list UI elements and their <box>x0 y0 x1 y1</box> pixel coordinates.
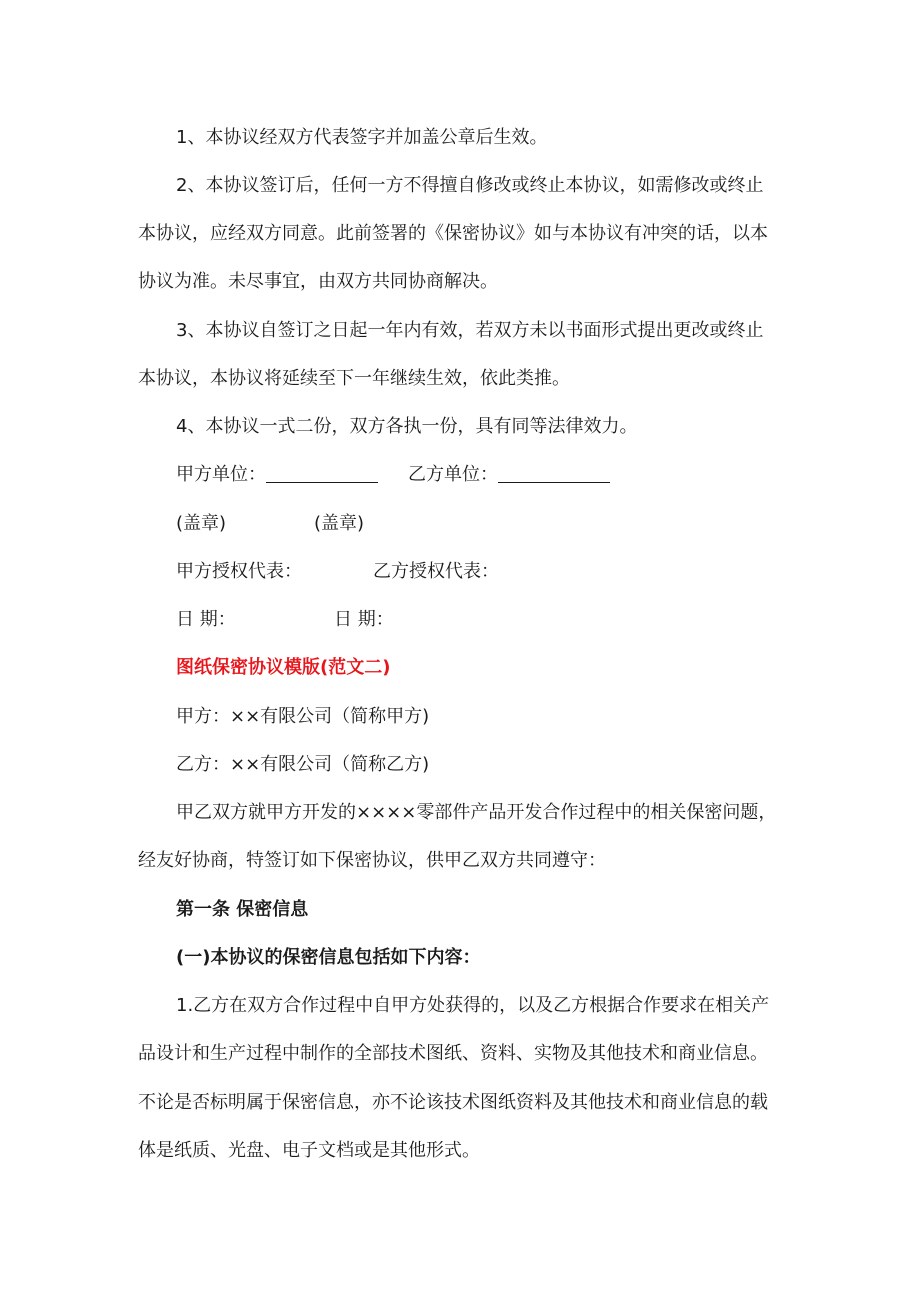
party-b-representative: 乙方授权代表： <box>373 561 499 582</box>
paragraph-3-line-1: 3、本协议自签订之日起一年内有效，若双方未以书面形式提出更改或终止 <box>176 320 764 341</box>
paragraph-1: 1、本协议经双方代表签字并加盖公章后生效。 <box>176 127 548 148</box>
party-a-representative: 甲方授权代表： <box>176 561 302 582</box>
party-b-unit-label: 乙方单位： <box>408 464 498 485</box>
paragraph-4: 4、本协议一式二份，双方各执一份，具有同等法律效力。 <box>176 416 638 437</box>
article-1-title: 第一条 保密信息 <box>176 899 309 920</box>
party-b-date: 日 期： <box>334 609 394 630</box>
party-b-unit-blank <box>498 464 610 483</box>
party-a-date: 日 期： <box>176 609 236 630</box>
item-1-line-3: 不论是否标明属于保密信息，亦不论该技术图纸资料及其他技术和商业信息的载 <box>138 1092 768 1113</box>
party-a-unit-label: 甲方单位： <box>176 464 266 485</box>
item-1-line-1: 1.乙方在双方合作过程中自甲方处获得的，以及乙方根据合作要求在相关产 <box>176 995 770 1016</box>
section-2-title: 图纸保密协议模版(范文二) <box>176 657 391 678</box>
paragraph-2-line-3: 协议为准。未尽事宜，由双方共同协商解决。 <box>138 271 498 292</box>
section-2-intro-line-2: 经友好协商，特签订如下保密协议，供甲乙双方共同遵守： <box>138 850 606 871</box>
item-1-line-4: 体是纸质、光盘、电子文档或是其他形式。 <box>138 1140 480 1161</box>
party-b-seal: (盖章) <box>314 513 365 534</box>
section-2-intro-line-1: 甲乙双方就甲方开发的××××零部件产品开发合作过程中的相关保密问题， <box>176 802 777 823</box>
clause-1-title: (一)本协议的保密信息包括如下内容： <box>176 947 481 968</box>
party-a-unit-row <box>176 464 378 486</box>
party-a-seal: (盖章) <box>176 513 227 534</box>
paragraph-3-line-2: 本协议，本协议将延续至下一年继续生效，依此类推。 <box>138 368 570 389</box>
section-2-party-b: 乙方：××有限公司（简称乙方) <box>176 754 430 775</box>
party-b-unit-row <box>408 464 610 486</box>
paragraph-2-line-2: 本协议，应经双方同意。此前签署的《保密协议》如与本协议有冲突的话，以本 <box>138 223 768 244</box>
paragraph-2-line-1: 2、本协议签订后，任何一方不得擅自修改或终止本协议，如需修改或终止 <box>176 175 764 196</box>
party-a-unit-blank <box>266 464 378 483</box>
section-2-party-a: 甲方：××有限公司（简称甲方) <box>176 706 430 727</box>
item-1-line-2: 品设计和生产过程中制作的全部技术图纸、资料、实物及其他技术和商业信息。 <box>138 1043 768 1064</box>
